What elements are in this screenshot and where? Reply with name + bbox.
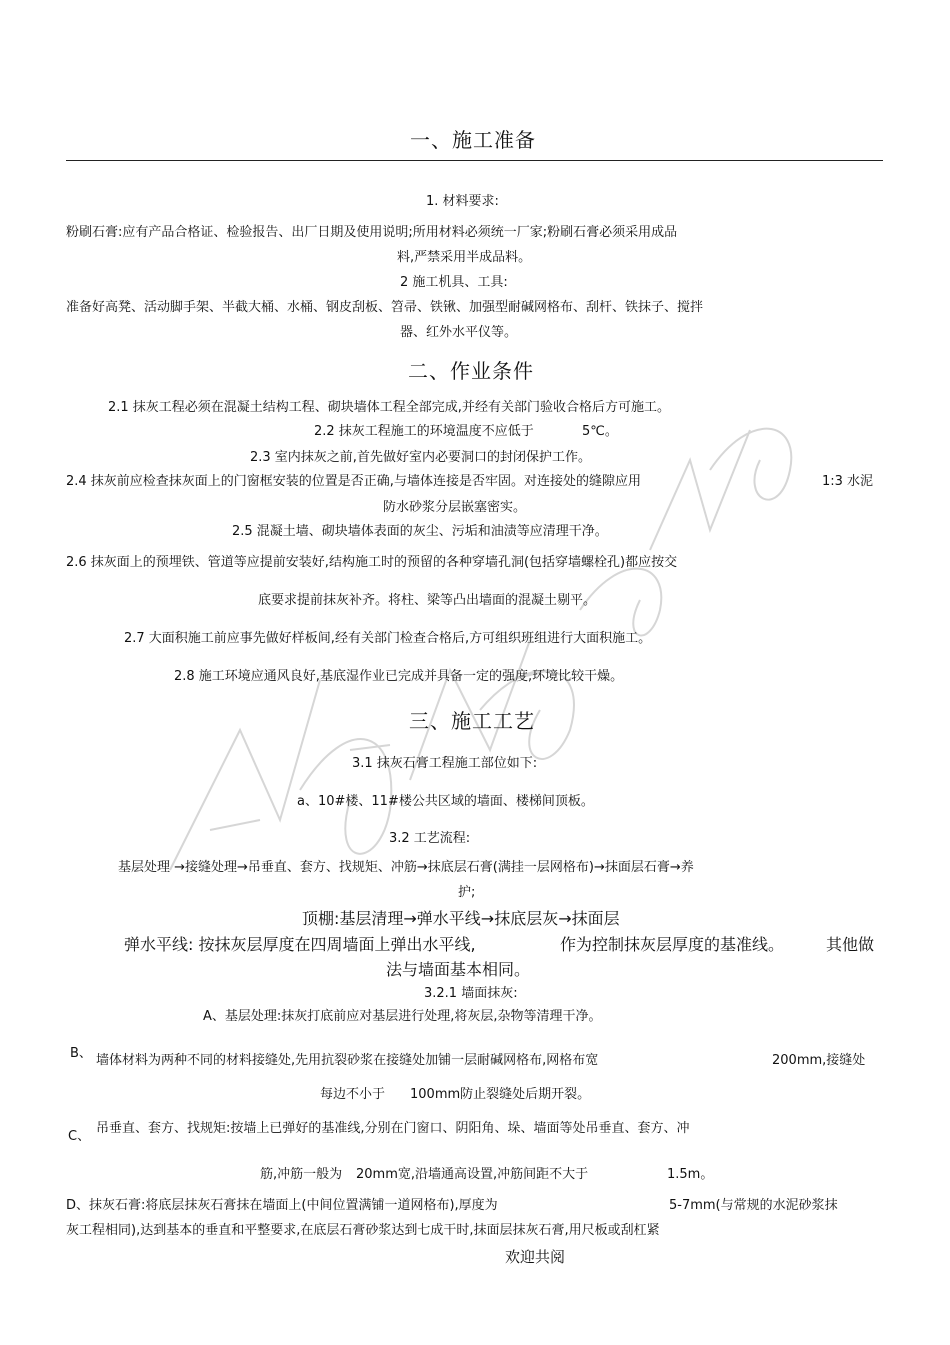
footer-welcome: 欢迎共阅 [505,1248,566,1266]
condition-2-8: 2.8 施工环境应通风良好,基底湿作业已完成并具备一定的强度,环境比较干燥。 [174,669,624,684]
step-c-line2-end: 1.5m。 [667,1167,714,1182]
step-c-line2-cont: 20mm宽,沿墙通高设置,冲筋间距不大于 [356,1167,589,1182]
wall-plaster-heading: 3.2.1 墙面抹灰: [424,986,518,1001]
section-title-conditions: 二、作业条件 [408,359,534,383]
tools-text-line1: 准备好高凳、活动脚手架、半截大桶、水桶、钢皮刮板、笤帚、铁锹、加强型耐碱网格布、刮杆、铁抹子、搅拌 [66,300,704,315]
step-a: A、基层处理:抹灰打底前应对基层进行处理,将灰层,杂物等清理干净。 [203,1009,602,1024]
step-b-label: B、 [70,1046,92,1061]
condition-2-6-cont: 底要求提前抹灰补齐。将柱、梁等凸出墙面的混凝土剔平。 [258,593,597,608]
snap-line-text: 弹水平线: 按抹灰层厚度在四周墙面上弹出水平线, [124,935,476,954]
step-d-line2: 灰工程相同),达到基本的垂直和平整要求,在底层石膏砂浆达到七成干时,抹面层抹灰石膏,用尺板或刮杠紧 [66,1223,660,1238]
materials-heading: 1. 材料要求: [426,194,499,209]
condition-2-4-ratio: 1:3 水泥 [822,474,874,489]
condition-2-3: 2.3 室内抹灰之前,首先做好室内必要洞口的封闭保护工作。 [250,450,591,465]
section-title-preparation: 一、施工准备 [410,128,536,152]
step-c-label: C、 [68,1129,91,1144]
step-b-line1-width: 200mm,接缝处 [772,1053,866,1068]
step-b-line1: 墙体材料为两种不同的材料接缝处,先用抗裂砂浆在接缝处加铺一层耐碱网格布,网格布宽 [96,1053,599,1068]
condition-2-4: 2.4 抹灰前应检查抹灰面上的门窗框安装的位置是否正确,与墙体连接是否牢固。对连接处的缝隙应用 [66,474,641,489]
step-d-line1-thickness: 5-7mm(与常规的水泥砂浆抹 [669,1198,838,1213]
snap-line-cont: 法与墙面基本相同。 [386,960,531,979]
ceiling-flow: 顶棚:基层清理→弹水平线→抹底层灰→抹面层 [302,909,620,928]
step-c-line2: 筋,冲筋一般为 [260,1167,343,1182]
title-divider [66,160,883,161]
snap-line-text2: 作为控制抹灰层厚度的基准线。 [560,935,785,954]
step-b-line2: 每边不小于 [320,1087,386,1102]
materials-text-line1: 粉刷石膏:应有产品合格证、检验报告、出厂日期及使用说明;所用材料必须统一厂家;粉刷石膏必须采用成品 [66,225,678,240]
tools-text-line2: 器、红外水平仪等。 [400,325,518,340]
condition-2-1: 2.1 抹灰工程必须在混凝土结构工程、砌块墙体工程全部完成,并经有关部门验收合格后方可施工。 [108,400,670,415]
section-title-process: 三、施工工艺 [409,709,535,733]
condition-2-4-cont: 防水砂浆分层嵌塞密实。 [383,500,527,515]
materials-text-line2: 料,严禁采用半成品料。 [397,250,532,265]
condition-2-2-temp: 5℃。 [582,424,618,439]
process-3-2: 3.2 工艺流程: [389,831,471,846]
step-d-line1: D、抹灰石膏:将底层抹灰石膏抹在墙面上(中间位置满铺一道网格布),厚度为 [66,1198,498,1213]
step-c-line1: 吊垂直、套方、找规矩:按墙上已弹好的基准线,分别在门窗口、阴阳角、垛、墙面等处吊垂直、套方、冲 [96,1121,690,1136]
condition-2-2: 2.2 抹灰工程施工的环境温度不应低于 [314,424,534,439]
condition-2-5: 2.5 混凝土墙、砌块墙体表面的灰尘、污垢和油渍等应清理干净。 [232,524,608,539]
flow-line1: 基层处理 →接缝处理→吊垂直、套方、找规矩、冲筋→抹底层石膏(满挂一层网格布)→抹面层石膏→养 [118,860,694,875]
step-b-line2-cont: 100mm防止裂缝处后期开裂。 [410,1087,591,1102]
process-3-1: 3.1 抹灰石膏工程施工部位如下: [352,756,538,771]
process-3-1-a: a、10#楼、11#楼公共区域的墙面、楼梯间顶板。 [297,794,594,809]
flow-line2: 护; [458,885,476,900]
condition-2-6: 2.6 抹灰面上的预埋铁、管道等应提前安装好,结构施工时的预留的各种穿墙孔洞(包括穿墙螺栓孔)都应按交 [66,555,678,570]
tools-heading: 2 施工机具、工具: [400,275,508,290]
condition-2-7: 2.7 大面积施工前应事先做好样板间,经有关部门检查合格后,方可组织班组进行大面积施工。 [124,631,652,646]
snap-line-text3: 其他做 [826,935,875,954]
